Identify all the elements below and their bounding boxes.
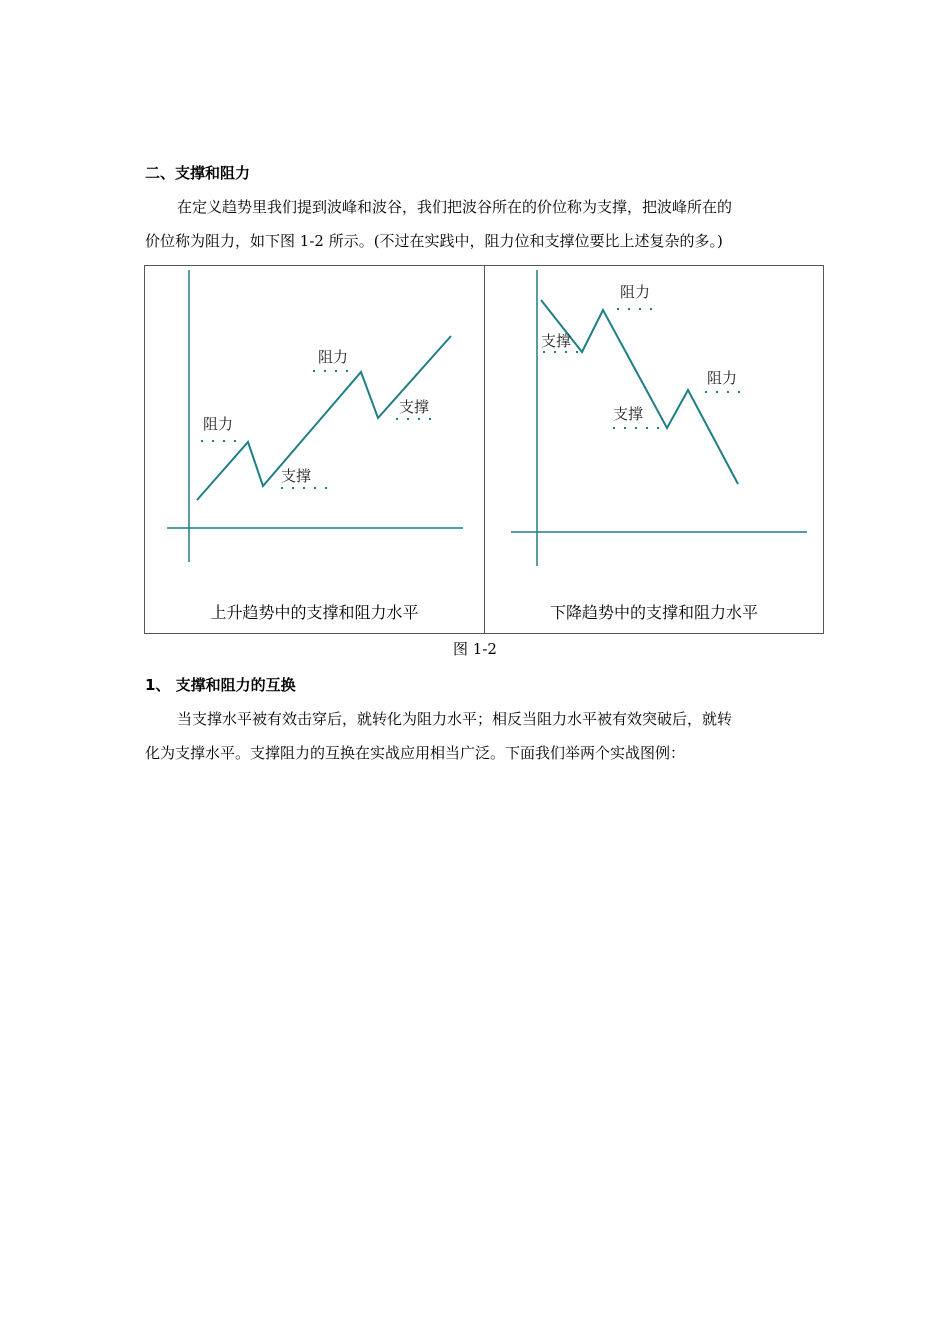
downtrend-caption: 下降趋势中的支撑和阻力水平: [549, 603, 758, 622]
downtrend-resistance-label-2: 阻力: [707, 369, 738, 387]
downtrend-support-label-1: 支撑: [541, 332, 572, 350]
interchange-paragraph: [145, 702, 815, 770]
uptrend-panel: [145, 266, 484, 633]
downtrend-chart: [485, 266, 823, 596]
downtrend-panel: [485, 266, 823, 633]
intro-paragraph-line-2: 价位称为阻力，如下图 1-2 所示。(不过在实践中，阻力位和支撑位要比上述复杂的多。): [145, 232, 723, 250]
interchange-paragraph-line-1: 当支撑水平被有效击穿后，就转化为阻力水平；相反当阻力水平被有效突破后，就转: [177, 710, 733, 728]
intro-paragraph-line-1: 在定义趋势里我们提到波峰和波谷，我们把波谷所在的价位称为支撑，把波峰所在的: [177, 198, 733, 216]
uptrend-support-label-2: 支撑: [399, 398, 430, 416]
figure-table: [144, 265, 824, 634]
downtrend-resistance-label-1: 阻力: [620, 283, 651, 301]
downtrend-support-label-2: 支撑: [613, 405, 644, 423]
uptrend-support-label-1: 支撑: [281, 467, 312, 485]
figure-number: 图 1-2: [453, 640, 497, 658]
uptrend-resistance-label-1: 阻力: [203, 415, 234, 433]
downtrend-price-line: [541, 300, 738, 484]
subsection-heading: 1、 支撑和阻力的互换: [145, 676, 296, 694]
uptrend-caption: 上升趋势中的支撑和阻力水平: [210, 603, 419, 622]
uptrend-chart: [145, 266, 484, 596]
intro-paragraph: [145, 190, 815, 258]
section-heading: 二、支撑和阻力: [145, 164, 251, 182]
uptrend-resistance-label-2: 阻力: [318, 348, 349, 366]
interchange-paragraph-line-2: 化为支撑水平。支撑阻力的互换在实战应用相当广泛。下面我们举两个实战图例：: [145, 744, 686, 762]
